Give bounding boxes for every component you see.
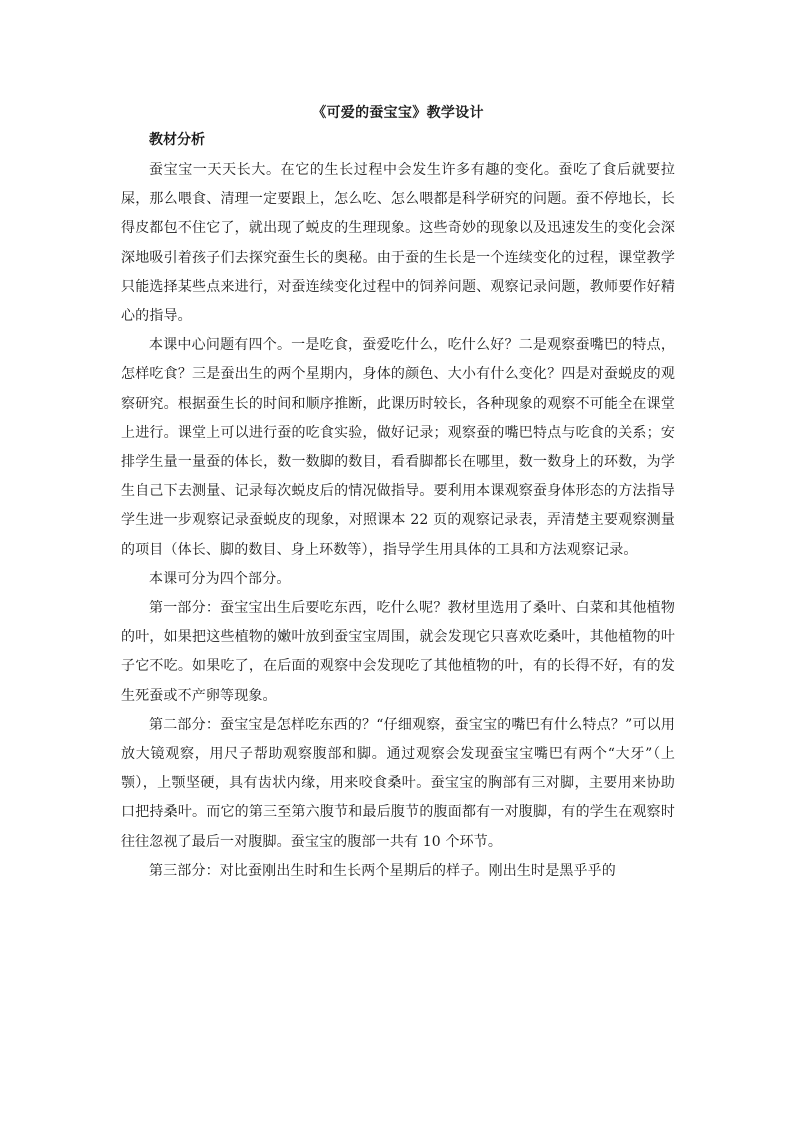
paragraph-1: 蚕宝宝一天天长大。在它的生长过程中会发生许多有趣的变化。蚕吃了食后就要拉屎，那么喂食、清理一定要跟上，怎么吃、怎么喂都是科学研究的问题。蚕不停地长，长得皮都包不住它了，就出现了蜕皮的生理现象。这些奇妙的现象以及迅速发生的变化会深深地吸引着孩子们去探究蚕生长的奥秘。由于蚕的生长是一个连续变化的过程，课堂教学只能选择某些点来进行，对蚕连续变化过程中的饲养问题、观察记录问题，教师要作好精心的指导。 [121, 162, 675, 325]
paragraph-5: 第二部分：蚕宝宝是怎样吃东西的？“仔细观察，蚕宝宝的嘴巴有什么特点？”可以用放大镜观察，用尺子帮助观察腹部和脚。通过观察会发现蚕宝宝嘴巴有两个“大牙”（上颚），上颚坚硬，具有齿状内缘，用来咬食桑叶。蚕宝宝的胸部有三对脚，主要用来协助口把持桑叶。而它的第三至第六腹节和最后腹节的腹面都有一对腹脚，有的学生在观察时往往忽视了最后一对腹脚。蚕宝宝的腹部一共有 10 个环节。 [121, 716, 675, 850]
paragraph-4: 第一部分：蚕宝宝出生后要吃东西，吃什么呢？教材里选用了桑叶、白菜和其他植物的叶，如果把这些植物的嫩叶放到蚕宝宝周围，就会发现它只喜欢吃桑叶，其他植物的叶子它不吃。如果吃了，在后面的观察中会发现吃了其他植物的叶，有的长得不好，有的发生死蚕或不产卵等现象。 [121, 600, 675, 704]
section-heading: 教材分析 [149, 132, 205, 148]
document-body [121, 100, 675, 886]
paragraph-6: 第三部分：对比蚕刚出生时和生长两个星期后的样子。刚出生时是黑乎乎的 [149, 862, 616, 879]
paragraph-2: 本课中心问题有四个。一是吃食，蚕爱吃什么，吃什么好？二是观察蚕嘴巴的特点，怎样吃食？三是蚕出生的两个星期内，身体的颜色、大小有什么变化？四是对蚕蜕皮的观察研究。根据蚕生长的时间和顺序推断，此课历时较长，各种现象的观察不可能全在课堂上进行。课堂上可以进行蚕的吃食实验，做好记录；观察蚕的嘴巴特点与吃食的关系；安排学生量一量蚕的体长，数一数脚的数目，看看脚都长在哪里，数一数身上的环数，为学生自己下去测量、记录每次蜕皮后的情况做指导。要利用本课观察蚕身体形态的方法指导学生进一步观察记录蚕蜕皮的现象，对照课本 22 页的观察记录表，弄清楚主要观察测量的项目（体长、脚的数目、身上环数等），指导学生用具体的工具和方法观察记录。 [121, 337, 675, 558]
paragraph-3: 本课可分为四个部分。 [149, 570, 291, 587]
document-title: 《可爱的蚕宝宝》教学设计 [312, 105, 484, 121]
